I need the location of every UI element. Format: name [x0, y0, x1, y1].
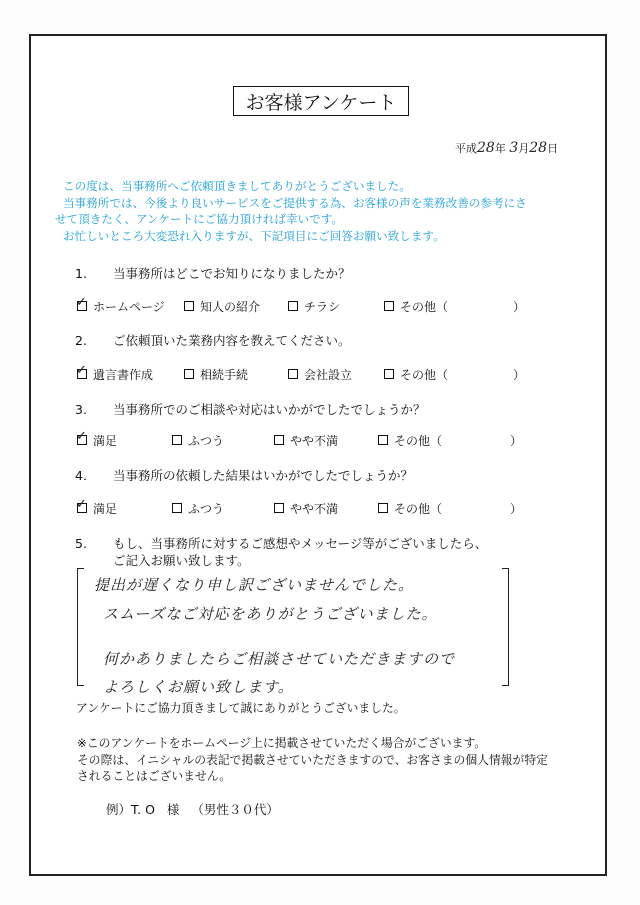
option-label: その他（ [394, 502, 443, 516]
handwritten-line: 何かありましたらご相談させていただきますので [103, 650, 456, 668]
option-label: やや不満 [290, 502, 339, 516]
option-label: ホームページ [93, 300, 165, 314]
question-text: 当事務所の依頼した結果はいかがでしたでしょうか？ [113, 468, 414, 483]
q1-option-flyer[interactable] [288, 298, 340, 315]
option-label: その他（ [394, 434, 443, 448]
option-label: 知人の紹介 [200, 300, 261, 314]
question-5-line2: ご記入お願い致します。 [113, 553, 250, 568]
bracket-right [502, 568, 509, 686]
q1-option-homepage[interactable] [77, 298, 165, 315]
checkbox[interactable] [184, 301, 194, 311]
q3-option-dissatisfied[interactable] [274, 432, 338, 449]
date-day-suffix: 日 [547, 142, 559, 155]
example-prefix: 例） [106, 802, 132, 817]
intro-line: この度は、当事務所へご依頼頂きましてありがとうございました。 [63, 179, 411, 193]
question-text: 当事務所でのご相談や対応はいかがでしたでしょうか？ [113, 402, 426, 417]
intro-text [55, 178, 598, 244]
date-day: 28 [529, 140, 548, 156]
note-line: ※このアンケートをホームページ上に掲載させていただく場合がございます。 [77, 736, 487, 750]
q1-option-referral[interactable] [184, 298, 260, 315]
checkbox[interactable] [274, 503, 284, 513]
checkbox-checked[interactable] [77, 503, 87, 513]
thanks-text: アンケートにご協力頂きまして誠にありがとうございました。 [76, 701, 406, 715]
option-label: その他（ [400, 368, 449, 382]
q2-option-company[interactable] [288, 366, 352, 383]
q3-option-other[interactable] [378, 432, 442, 449]
option-label: 満足 [93, 502, 118, 516]
q4-option-dissatisfied[interactable] [274, 500, 338, 517]
option-label: 相続手続 [200, 368, 249, 382]
paren-close: ） [513, 368, 526, 382]
paren-close: ） [510, 434, 523, 448]
page-title: お客様アンケート [233, 86, 409, 116]
option-label: やや不満 [290, 434, 339, 448]
note-line: されることはございません。 [77, 769, 232, 783]
example-initials: T. O [131, 802, 155, 817]
question-number: 2. [75, 333, 87, 348]
checkbox[interactable] [288, 301, 298, 311]
checkbox-checked[interactable] [77, 369, 87, 379]
question-2 [75, 331, 351, 349]
checkbox[interactable] [378, 503, 388, 513]
question-3 [75, 400, 426, 418]
question-number: 4. [75, 468, 87, 483]
q4-option-average[interactable] [172, 500, 224, 517]
paren-close: ） [510, 502, 523, 516]
option-label: 満足 [93, 434, 118, 448]
q2-option-other[interactable] [384, 366, 448, 383]
question-number: 5. [75, 536, 87, 551]
question-number: 1. [75, 266, 87, 281]
question-text: ご依頼頂いた業務内容を教えてください。 [113, 333, 351, 348]
option-label: チラシ [304, 300, 341, 314]
checkbox[interactable] [288, 369, 298, 379]
q3-option-satisfied[interactable] [77, 432, 117, 449]
q4-option-other[interactable] [378, 500, 442, 517]
question-4 [75, 466, 413, 484]
question-text: 当事務所はどこでお知りになりましたか？ [113, 266, 351, 281]
q1-option-other[interactable] [384, 298, 448, 315]
question-5 [75, 534, 487, 552]
option-label: ふつう [188, 502, 225, 516]
paren-close: ） [513, 300, 526, 314]
intro-line: 当事務所では、今後より良いサービスをご提供する為、お客様の声を業務改善の参考にさ [63, 195, 527, 210]
checkbox[interactable] [184, 369, 194, 379]
checkbox-checked[interactable] [77, 301, 87, 311]
date-year-suffix: 年 [494, 142, 506, 155]
option-label: 会社設立 [304, 368, 353, 382]
checkbox[interactable] [378, 435, 388, 445]
question-text: もし、当事務所に対するご感想やメッセージ等がございましたら、 [113, 536, 488, 551]
option-label: その他（ [400, 300, 449, 314]
survey-date [455, 140, 558, 156]
q3-option-average[interactable] [172, 432, 224, 449]
intro-line: せて頂きたく、アンケートにご協力頂ければ幸いです。 [55, 212, 343, 226]
q4-option-satisfied[interactable] [77, 500, 117, 517]
example-honorific: 様 [166, 802, 180, 817]
checkbox[interactable] [384, 301, 394, 311]
date-month-suffix: 月 [518, 142, 530, 155]
checkbox-checked[interactable] [77, 435, 87, 445]
date-year: 28 [477, 140, 495, 156]
option-label: 遺言書作成 [93, 368, 154, 382]
question-number: 3. [75, 402, 87, 417]
checkbox[interactable] [274, 435, 284, 445]
q2-option-inheritance[interactable] [184, 366, 248, 383]
question-1 [75, 264, 351, 282]
option-label: ふつう [188, 434, 225, 448]
handwritten-line: 提出が遅くなり申し訳ございませんでした。 [94, 576, 415, 594]
checkbox[interactable] [172, 503, 182, 513]
bracket-left [77, 568, 84, 686]
intro-line: お忙しいところ大変恐れ入りますが、下記項目にご回答お願い致します。 [63, 228, 445, 243]
checkbox[interactable] [172, 435, 182, 445]
note-line: その際は、イニシャルの表記で掲載させていただきますので、お客さまの個人情報が特定 [77, 753, 548, 767]
example-attr: （男性３０代） [191, 802, 279, 817]
checkbox[interactable] [384, 369, 394, 379]
handwritten-line: よろしくお願い致します。 [103, 678, 294, 696]
q2-option-will[interactable] [77, 366, 153, 383]
handwritten-line: スムーズなご対応をありがとうございました。 [103, 605, 438, 623]
date-month: 3 [509, 140, 519, 156]
date-era: 平成 [455, 142, 477, 155]
example-signature [106, 800, 279, 818]
